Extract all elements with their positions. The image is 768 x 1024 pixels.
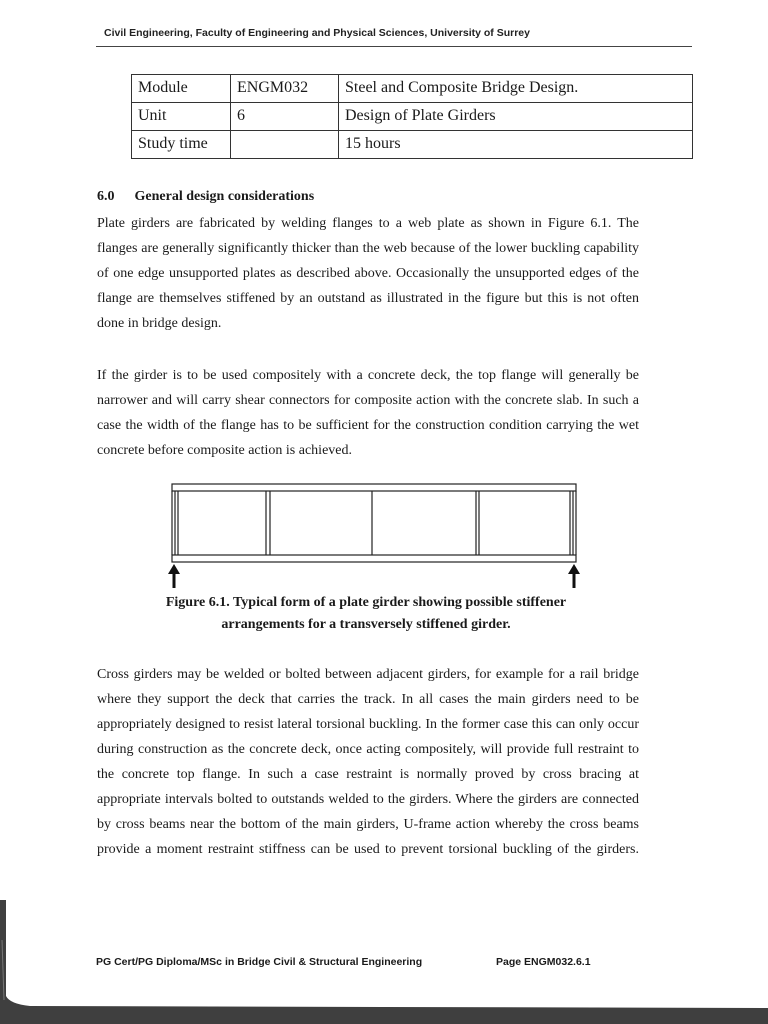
caption-line: Figure 6.1. Typical form of a plate girder showing possible stiffener [165,595,567,610]
figure-caption [96,592,636,636]
table-cell: 15 hours [339,131,693,159]
table-cell: Design of Plate Girders [339,103,693,131]
section-number: 6.0 [97,189,115,204]
paragraph-1: Plate girders are fabricated by welding flanges to a web plate as shown in Figure 6.1. The flanges are generally significantly thicker than the web because of the lower buckling capability of one edge unsupported plates as described above. Occasionally the unsupported edges of the flange are themselves stiffened by an outstand as illustrated in the figure but this is not often done in bridge design. [97,216,639,331]
table-cell [231,131,339,159]
table-cell: Steel and Composite Bridge Design. [339,75,693,103]
scan-shadow-edge [0,900,768,1024]
table-cell: Module [132,75,231,103]
module-info-table [131,74,693,159]
plate-girder-figure [164,480,588,592]
table-row [132,75,693,103]
web-panel [172,491,576,555]
caption-line: arrangements for a transversely stiffened girder. [221,617,511,632]
table-row [132,103,693,131]
table-cell: ENGM032 [231,75,339,103]
up-arrow-icon [568,564,580,588]
page-header: Civil Engineering, Faculty of Engineering and Physical Sciences, University of Surrey [104,27,530,39]
header-rule [96,46,692,47]
stiffeners [175,491,573,555]
table-cell: 6 [231,103,339,131]
up-arrow-icon [168,564,180,588]
top-flange [172,484,576,491]
table-row [132,131,693,159]
table-cell: Unit [132,103,231,131]
section-heading [97,189,314,205]
section-title: General design considerations [134,189,315,204]
footer-course: PG Cert/PG Diploma/MSc in Bridge Civil & Structural Engineering [96,956,423,968]
bottom-flange [172,555,576,562]
paragraph-2: If the girder is to be used compositely with a concrete deck, the top flange will generally be narrower and will carry shear connectors for composite action with the concrete slab. In such a case the width of the flange has to be sufficient for the construction condition carrying the wet concrete before composite action is achieved. [97,368,639,458]
footer-page-number: Page ENGM032.6.1 [496,956,591,968]
table-cell: Study time [132,131,231,159]
paragraph-3: Cross girders may be welded or bolted between adjacent girders, for example for a rail bridge where they support the deck that carries the track. In all cases the main girders need to be appropriately designed to resist lateral torsional buckling. In the former case this can only occur during construction as the concrete deck, once acting compositely, will provide full restraint to the concrete top flange. In such a case restraint is normally proved by cross bracing at appropriate intervals bolted to outstands welded to the girders. Where the girders are connected by cross beams near the bottom of the main girders, U-frame action whereby the cross beams provide a moment restraint stiffness can be used to prevent torsional buckling of the girders. [97,667,639,857]
